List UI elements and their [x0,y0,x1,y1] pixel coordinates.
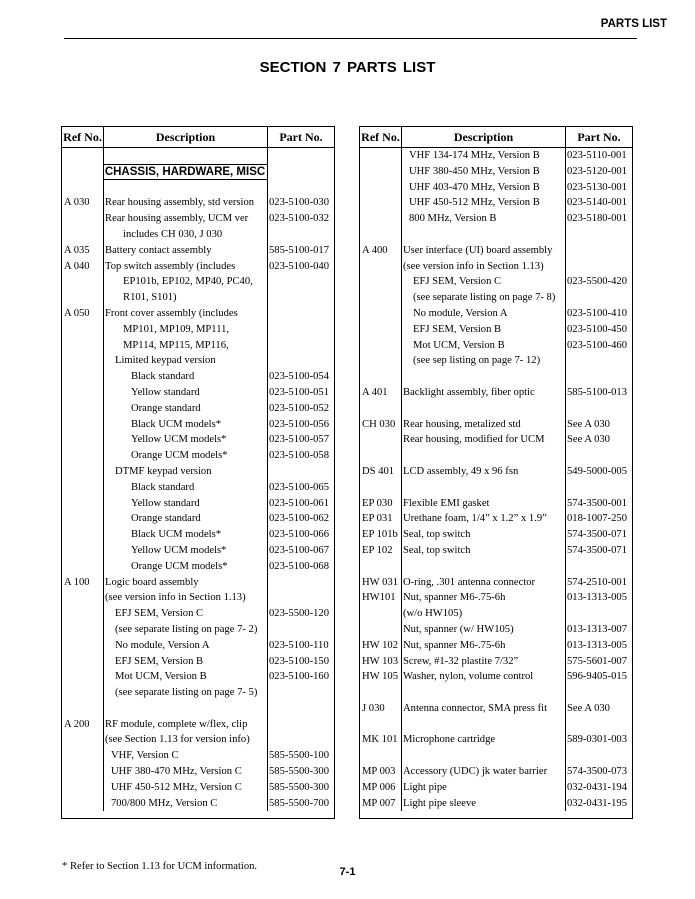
part-number-cell [267,685,334,701]
description-cell: 800 MHz, Version B [409,213,497,225]
part-number-cell: 023-5500-420 [567,276,628,288]
description-cell: Mot UCM, Version B [115,671,207,683]
description-cell: Seal, top switch [403,529,471,541]
description-cell: Front cover assembly (includes [105,307,238,319]
ref-cell: HW 105 [362,671,398,683]
ref-cell: A 035 [64,244,90,256]
ref-cell [62,148,103,164]
ref-cell: A 401 [362,386,388,398]
description-cell [401,480,565,496]
description-cell: UHF 403-470 MHz, Version B [409,181,540,193]
ref-cell [62,685,103,701]
description-cell: LCD assembly, 49 x 96 fsn [403,465,519,477]
ref-cell [62,353,103,369]
part-number-cell [565,685,632,701]
description-cell [401,401,565,417]
description-cell: Yellow UCM models* [131,434,227,446]
description-cell: R101, S101) [123,292,177,304]
column-divider [267,148,268,811]
description-cell: Black UCM models* [131,529,222,541]
ref-cell: MP 003 [362,766,396,778]
part-number-cell [267,290,334,306]
ref-cell: MP 007 [362,797,396,809]
ref-cell: HW101 [362,592,396,604]
description-cell: DTMF keypad version [115,465,212,477]
part-number-cell [267,306,334,322]
description-cell [103,148,267,164]
part-number-cell: 585-5500-300 [269,781,330,793]
description-cell: Yellow standard [131,497,200,509]
ref-cell [360,148,401,164]
ref-cell [62,701,103,717]
description-cell: User interface (UI) board assembly [403,244,553,256]
ref-cell: MK 101 [362,734,398,746]
description-cell [401,748,565,764]
description-cell: Nut, spanner (w/ HW105) [403,623,514,635]
ref-cell [360,259,401,275]
part-number-cell: 585-5100-013 [567,386,628,398]
ref-cell [62,543,103,559]
ref-cell [62,527,103,543]
footnote: * Refer to Section 1.13 for UCM information. [62,861,258,872]
ref-cell: EP 031 [362,513,393,525]
part-number-cell [267,338,334,354]
description-cell: No module, Version A [115,639,210,651]
ref-cell [62,732,103,748]
part-number-cell: 023-5130-001 [567,181,628,193]
ref-cell [360,164,401,180]
description-cell [401,369,565,385]
part-number-cell: 023-5100-065 [269,481,330,493]
description-cell: MP101, MP109, MP111, [123,323,230,335]
description-cell: O-ring, .301 antenna connector [403,576,536,588]
col-ref-header: Ref No. [63,130,102,144]
part-number-cell: 013-1313-005 [567,639,628,651]
part-number-cell: 023-5100-040 [269,260,330,272]
description-cell: Light pipe sleeve [403,797,476,809]
description-cell: EP101b, EP102, MP40, PC40, [123,276,253,288]
ref-cell [360,622,401,638]
ref-cell: A 040 [64,260,90,272]
ref-cell [62,385,103,401]
part-number-cell: 032-0431-194 [567,781,628,793]
part-number-cell: 023-5100-032 [269,213,330,225]
ref-cell: DS 401 [362,465,395,477]
description-cell: includes CH 030, J 030 [123,228,223,240]
part-number-cell: 018-1007-250 [567,513,628,525]
description-cell: VHF 134-174 MHz, Version B [409,150,540,161]
ref-cell: A 400 [362,244,388,256]
part-number-cell: 032-0431-195 [567,797,628,809]
description-cell: UHF 450-512 MHz, Version C [111,781,242,793]
ref-cell: HW 031 [362,576,398,588]
description-cell: Mot UCM, Version B [413,339,505,351]
ref-cell [360,195,401,211]
ref-cell [62,211,103,227]
part-number-cell: 574-3500-071 [567,544,628,556]
part-number-cell: 013-1313-005 [567,592,628,604]
ref-cell [62,180,103,196]
ref-cell [62,227,103,243]
part-number-cell: 574-2510-001 [567,576,628,588]
description-cell: Nut, spanner M6-.75-6h [403,592,506,604]
ref-cell [360,353,401,369]
description-cell [401,227,565,243]
ref-cell [360,211,401,227]
part-number-cell: 574-3500-073 [567,766,628,778]
description-cell [401,448,565,464]
part-number-cell: 575-5601-007 [567,655,628,667]
ref-cell [360,306,401,322]
description-cell: EFJ SEM, Version C [115,608,204,620]
part-number-cell: 023-5100-150 [269,655,330,667]
description-cell: Orange standard [131,402,201,414]
description-cell: Rear housing assembly, std version [105,197,255,209]
description-cell: (see separate listing on page 7- 2) [115,623,258,635]
table-header [62,127,334,148]
part-number-cell: 549-5000-005 [567,465,628,477]
description-cell: (see sep listing on page 7- 12) [413,355,541,367]
description-cell: Black UCM models* [131,418,222,430]
part-number-cell [565,227,632,243]
description-cell: Rear housing assembly, UCM ver [105,213,249,225]
part-number-cell: 013-1313-007 [567,623,628,635]
description-cell [401,717,565,733]
part-number-cell [267,353,334,369]
column-divider [401,148,402,811]
part-number-cell [565,290,632,306]
description-cell: UHF 380-450 MHz, Version B [409,165,540,177]
description-cell: Black standard [131,481,195,493]
ref-cell [360,559,401,575]
description-cell: Battery contact assembly [105,244,212,256]
part-number-cell [267,227,334,243]
description-cell: (see Section 1.13 for version info) [105,734,250,746]
ref-cell: EP 030 [362,497,393,509]
header-rule [64,38,637,39]
description-cell: No module, Version A [413,307,508,319]
description-cell: Orange UCM models* [131,450,228,462]
part-number-cell [267,575,334,591]
description-cell: Logic board assembly [105,576,199,588]
part-number-cell [565,448,632,464]
col-desc-header: Description [103,127,267,147]
ref-cell [360,180,401,196]
ref-cell: A 030 [64,197,90,209]
ref-cell [62,669,103,685]
col-part-header: Part No. [565,127,632,147]
description-cell: Black standard [131,371,195,383]
ref-cell [62,164,103,180]
ref-cell: A 200 [64,718,90,730]
ref-cell [360,338,401,354]
part-number-cell: 574-3500-001 [567,497,628,509]
part-number-cell: 585-5500-100 [269,750,330,762]
ref-cell [360,480,401,496]
part-number-cell [267,180,334,196]
part-number-cell: 023-5110-001 [567,150,627,161]
ref-cell: MP 006 [362,781,396,793]
part-number-cell: 023-5100-067 [269,544,330,556]
part-number-cell: 023-5100-030 [269,197,330,209]
description-cell [103,180,267,196]
part-number-cell: 023-5100-062 [269,513,330,525]
ref-cell [62,448,103,464]
description-cell: Flexible EMI gasket [403,497,490,509]
part-number-cell: 023-5100-110 [269,639,329,651]
ref-cell: J 030 [362,702,385,714]
ref-cell [360,432,401,448]
description-cell: (w/o HW105) [403,608,463,620]
part-number-cell: 023-5100-052 [269,402,330,414]
description-cell: 700/800 MHz, Version C [111,797,218,809]
ref-cell: HW 103 [362,655,398,667]
description-cell: Limited keypad version [115,355,216,367]
description-cell: Nut, spanner M6-.75-6h [403,639,506,651]
ref-cell [360,227,401,243]
ref-cell [360,274,401,290]
description-cell: Yellow standard [131,386,200,398]
ref-cell [62,480,103,496]
ref-cell [62,654,103,670]
ref-cell [62,274,103,290]
ref-cell: HW 102 [362,639,398,651]
part-number-cell: 023-5100-460 [567,339,628,351]
part-number-cell: 585-5100-017 [269,244,330,256]
ref-cell [62,432,103,448]
description-cell [401,685,565,701]
part-number-cell: See A 030 [567,702,610,714]
description-cell [401,559,565,575]
part-number-cell: 023-5100-058 [269,450,330,462]
ref-cell [360,322,401,338]
description-cell: (see separate listing on page 7- 5) [115,687,258,699]
ref-cell [62,401,103,417]
description-cell: Orange UCM models* [131,560,228,572]
part-number-cell [565,717,632,733]
part-number-cell: 023-5140-001 [567,197,628,209]
part-number-cell [267,322,334,338]
description-cell: EFJ SEM, Version B [413,323,502,335]
part-number-cell [565,401,632,417]
description-cell: Screw, #1-32 plastite 7/32” [403,655,519,667]
description-cell [103,701,267,717]
ref-cell: A 100 [64,576,90,588]
part-number-cell: 589-0301-003 [567,734,628,746]
part-number-cell [267,732,334,748]
description-cell: UHF 450-512 MHz, Version B [409,197,540,209]
ref-cell [360,685,401,701]
part-number-cell [267,717,334,733]
description-cell: Accessory (UDC) jk water barrier [403,766,548,778]
running-header: PARTS LIST [600,18,667,30]
description-cell: Light pipe [403,781,447,793]
ref-cell [62,338,103,354]
ref-cell [62,511,103,527]
description-cell: Orange standard [131,513,201,525]
col-part-header: Part No. [267,127,334,147]
part-number-cell [267,148,334,164]
ref-cell [62,780,103,796]
column-divider [103,148,104,811]
part-number-cell: 023-5100-051 [269,386,330,398]
description-cell: (see version info in Section 1.13) [403,260,544,272]
category-heading: CHASSIS, HARDWARE, MISC [104,165,266,178]
description-cell: (see version info in Section 1.13) [105,592,246,604]
part-number-cell [565,243,632,259]
part-number-cell: See A 030 [567,434,610,446]
part-number-cell [267,701,334,717]
description-cell: Washer, nylon, volume control [403,671,534,683]
description-cell: Microphone cartridge [403,734,496,746]
description-cell: VHF, Version C [111,750,179,762]
part-number-cell [565,480,632,496]
description-cell: Urethane foam, 1/4” x 1.2” x 1.9” [403,513,547,525]
ref-cell [62,606,103,622]
part-number-cell [565,748,632,764]
part-number-cell [267,464,334,480]
part-number-cell: 585-5500-700 [269,797,330,809]
ref-cell: EP 101b [362,529,398,541]
description-cell: (see separate listing on page 7- 8) [413,292,556,304]
ref-cell: CH 030 [362,418,396,430]
ref-cell: A 050 [64,307,90,319]
part-number-cell: 023-5100-056 [269,418,330,430]
ref-cell [62,496,103,512]
ref-cell [360,290,401,306]
description-cell: RF module, complete w/flex, clip [105,718,248,730]
ref-cell [360,606,401,622]
part-number-cell: 574-3500-071 [567,529,628,541]
ref-cell [62,369,103,385]
description-cell: Antenna connector, SMA press fit [403,702,548,714]
table-body [360,148,632,811]
ref-cell [62,622,103,638]
description-cell: Yellow UCM models* [131,544,227,556]
part-number-cell [565,353,632,369]
column-divider [565,148,566,811]
part-number-cell: 023-5100-450 [567,323,628,335]
description-cell: UHF 380-470 MHz, Version C [111,766,242,778]
parts-table-left [61,126,335,819]
ref-cell [360,748,401,764]
col-ref-header: Ref No. [361,130,400,144]
part-number-cell [267,622,334,638]
part-number-cell [267,590,334,606]
description-cell: MP114, MP115, MP116, [123,339,229,351]
parts-table-right [359,126,633,819]
page-number: 7-1 [339,866,356,878]
col-desc-header: Description [401,127,565,147]
part-number-cell: 596-9405-015 [567,671,628,683]
description-cell: Backlight assembly, fiber optic [403,386,535,398]
description-cell: EFJ SEM, Version C [413,276,502,288]
part-number-cell: See A 030 [567,418,610,430]
part-number-cell: 023-5100-160 [269,671,330,683]
part-number-cell: 023-5100-061 [269,497,330,509]
ref-cell [62,559,103,575]
part-number-cell [565,259,632,275]
ref-cell [62,764,103,780]
description-cell: EFJ SEM, Version B [115,655,204,667]
ref-cell [62,748,103,764]
ref-cell [62,417,103,433]
ref-cell [62,322,103,338]
part-number-cell: 023-5180-001 [567,213,628,225]
part-number-cell: 023-5100-066 [269,529,330,541]
description-cell: Top switch assembly (includes [105,260,236,272]
ref-cell [360,448,401,464]
table-body [62,148,334,811]
ref-cell: EP 102 [362,544,393,556]
part-number-cell [565,369,632,385]
part-number-cell: 023-5100-057 [269,434,330,446]
part-number-cell [565,559,632,575]
description-cell: Rear housing, modified for UCM [403,434,545,446]
part-number-cell: 023-5100-410 [567,307,628,319]
part-number-cell: 023-5500-120 [269,608,330,620]
part-number-cell: 585-5500-300 [269,766,330,778]
ref-cell [360,401,401,417]
ref-cell [360,717,401,733]
ref-cell [360,369,401,385]
description-cell: Seal, top switch [403,544,471,556]
part-number-cell: 023-5100-054 [269,371,330,383]
ref-cell [62,796,103,812]
ref-cell [62,290,103,306]
part-number-cell [565,606,632,622]
part-number-cell [267,164,334,180]
ref-cell [62,464,103,480]
ref-cell [62,590,103,606]
part-number-cell: 023-5100-068 [269,560,330,572]
description-cell: Rear housing, metalized std [403,418,521,430]
part-number-cell [267,274,334,290]
table-header [360,127,632,148]
part-number-cell: 023-5120-001 [567,165,628,177]
ref-cell [62,638,103,654]
section-title: SECTION 7 PARTS LIST [259,59,436,76]
